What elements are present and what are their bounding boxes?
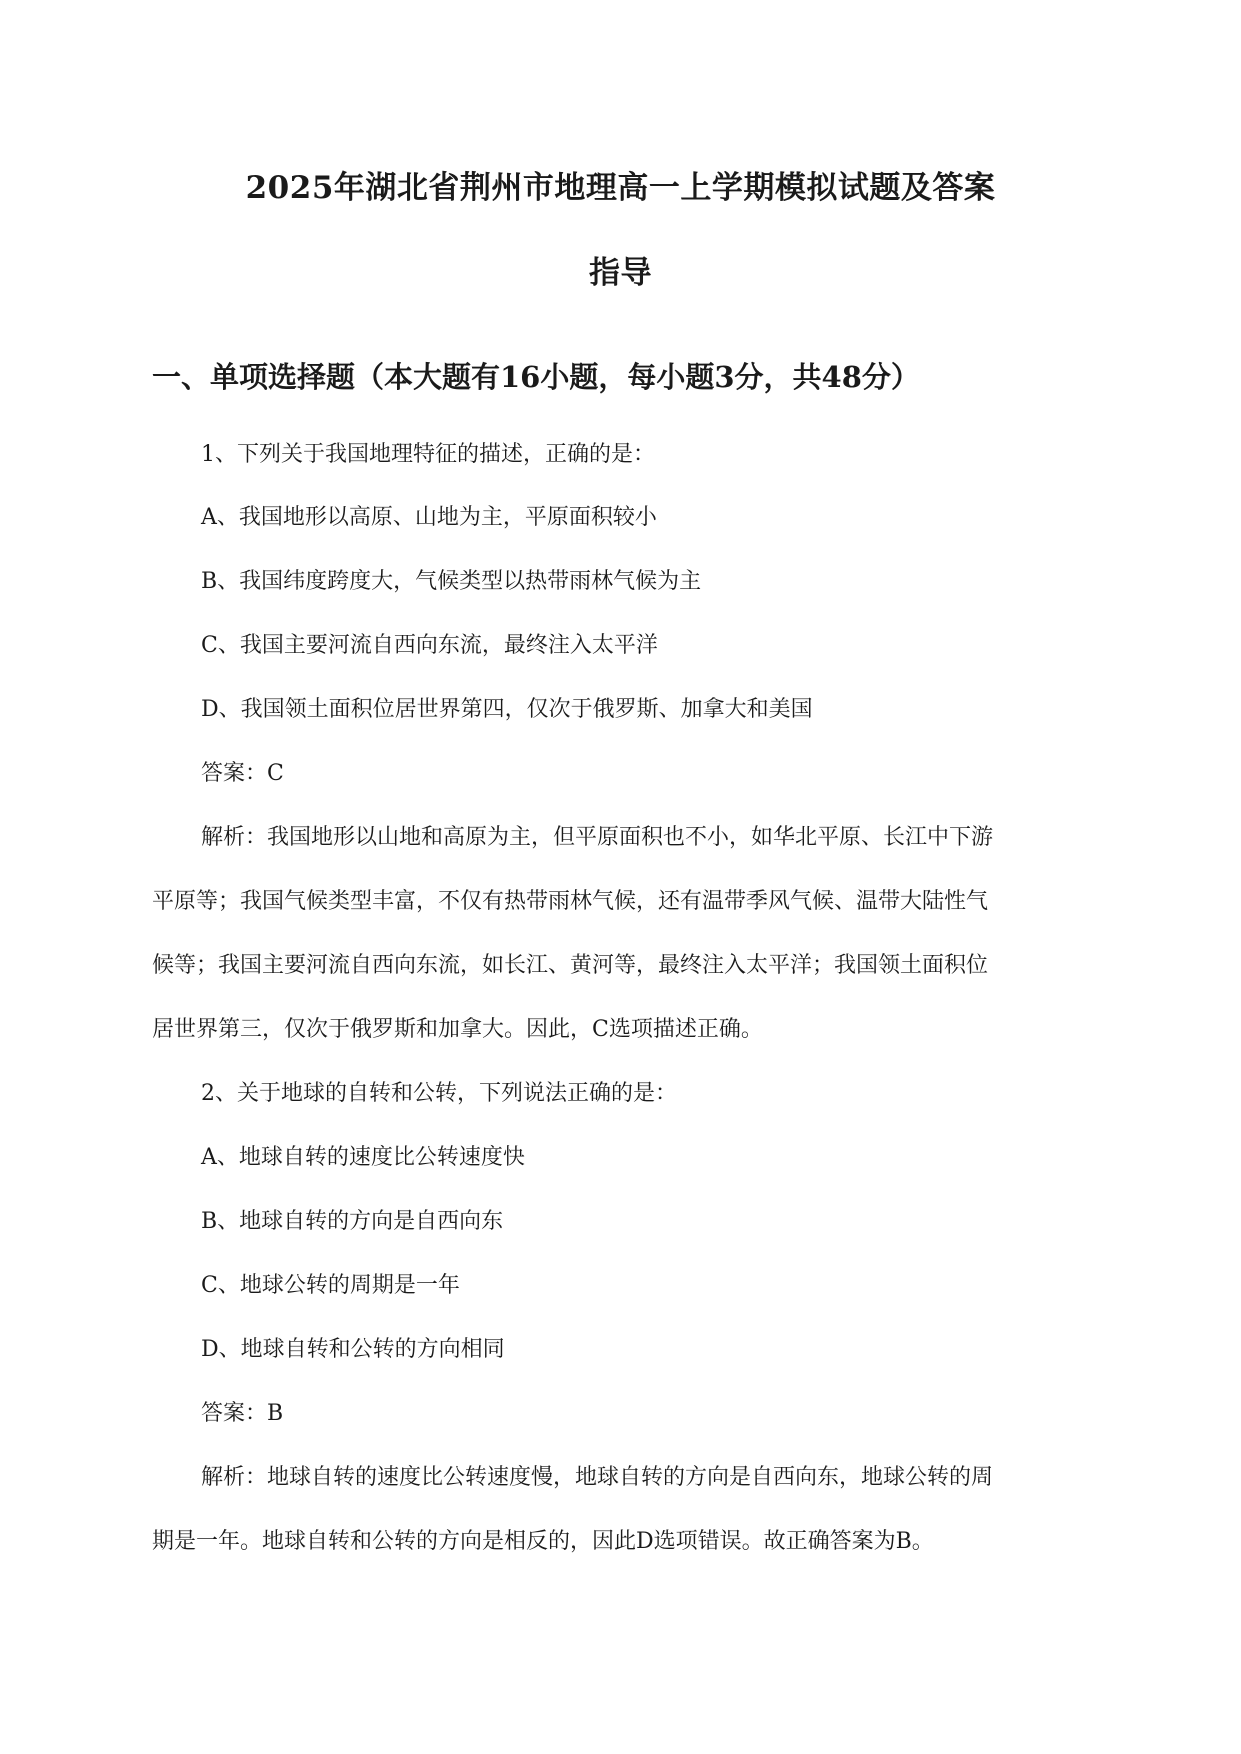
question-1-option-b: B、我国纬度跨度大，气候类型以热带雨林气候为主	[201, 569, 702, 594]
document-title-line-2: 指导	[589, 255, 652, 291]
question-2-analysis-line-2: 期是一年。地球自转和公转的方向是相反的，因此D选项错误。故正确答案为B。	[152, 1529, 934, 1554]
document-title-line-1: 2025年湖北省荆州市地理高一上学期模拟试题及答案	[245, 170, 996, 206]
question-2-analysis-line-1: 解析：地球自转的速度比公转速度慢，地球自转的方向是自西向东，地球公转的周	[201, 1465, 994, 1490]
question-1-option-c: C、我国主要河流自西向东流，最终注入太平洋	[201, 633, 658, 658]
question-1-analysis-line-4: 居世界第三，仅次于俄罗斯和加拿大。因此，C选项描述正确。	[152, 1017, 763, 1042]
question-1-analysis-line-2: 平原等；我国气候类型丰富，不仅有热带雨林气候，还有温带季风气候、温带大陆性气	[152, 889, 989, 914]
question-2-answer: 答案：B	[201, 1401, 284, 1426]
question-1-answer: 答案：C	[201, 761, 284, 786]
question-1-stem: 1、下列关于我国地理特征的描述，正确的是：	[201, 442, 655, 467]
question-2-stem: 2、关于地球的自转和公转，下列说法正确的是：	[201, 1081, 677, 1106]
question-1-option-d: D、我国领土面积位居世界第四，仅次于俄罗斯、加拿大和美国	[201, 697, 813, 722]
question-1-option-a: A、我国地形以高原、山地为主，平原面积较小	[201, 505, 657, 530]
question-2-option-b: B、地球自转的方向是自西向东	[201, 1209, 504, 1234]
question-1-analysis-line-3: 候等；我国主要河流自西向东流，如长江、黄河等，最终注入太平洋；我国领土面积位	[152, 953, 989, 978]
question-2-option-d: D、地球自转和公转的方向相同	[201, 1337, 505, 1362]
question-1-analysis-line-1: 解析：我国地形以山地和高原为主，但平原面积也不小，如华北平原、长江中下游	[201, 825, 994, 850]
question-2-option-c: C、地球公转的周期是一年	[201, 1273, 460, 1298]
question-2-option-a: A、地球自转的速度比公转速度快	[201, 1145, 525, 1170]
section-heading: 一、单项选择题（本大题有16小题，每小题3分，共48分）	[152, 360, 920, 394]
